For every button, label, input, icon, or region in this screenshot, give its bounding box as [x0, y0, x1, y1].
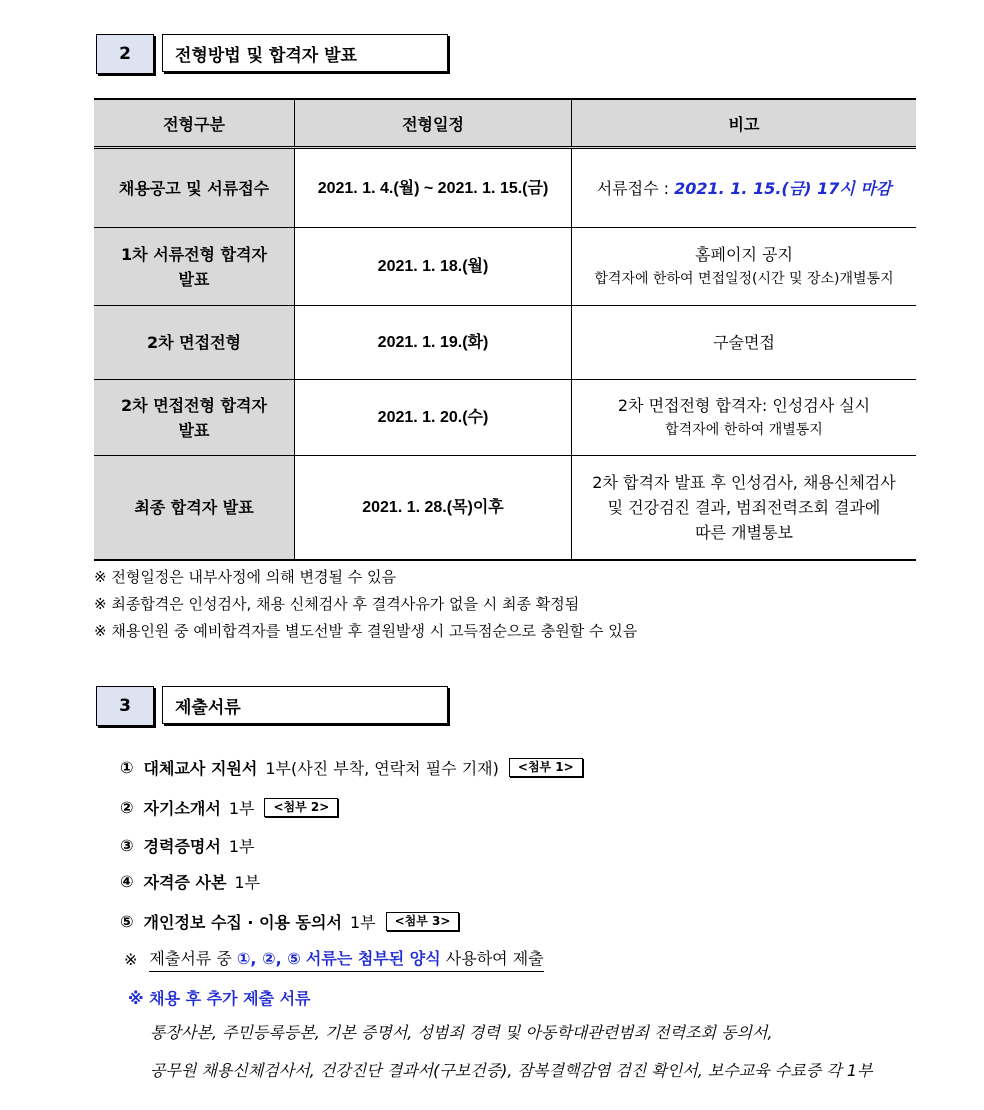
item-mark: ⑤: [120, 912, 134, 931]
note-line: 2차 합격자 발표 후 인성검사, 채용신체검사: [592, 472, 896, 492]
date-cell: 2021. 1. 19.(화): [295, 306, 572, 380]
document-item: [120, 870, 260, 893]
table-row: [94, 228, 916, 306]
header-stage: 전형구분: [94, 99, 295, 148]
note-cell: [572, 380, 917, 456]
note-cell: 구술면접: [572, 306, 917, 380]
item-name: 경력증명서: [143, 837, 221, 856]
item-qty: 1부(사진 부착, 연락처 필수 기재): [265, 759, 499, 778]
submit-note-text: [149, 946, 543, 972]
stage-cell: 2차 면접전형: [94, 306, 295, 380]
attachment-tag: <첨부 3>: [386, 912, 460, 931]
note-line: 합격자에 한하여 면접일정(시간 및 장소)개별통지: [594, 270, 894, 287]
stage-cell: 채용공고 및 서류접수: [94, 148, 295, 228]
note-prefix: 서류접수 :: [596, 178, 675, 198]
item-qty: 1부: [228, 799, 255, 818]
document-item: [120, 910, 459, 933]
schedule-note: ※ 전형일정은 내부사정에 의해 변경될 수 있음: [94, 568, 396, 586]
submit-note: [124, 946, 544, 972]
stage-line: 2차 면접전형 합격자: [121, 395, 267, 415]
table-row: [94, 380, 916, 456]
schedule-note: ※ 최종합격은 인성검사, 채용 신체검사 후 결격사유가 없을 시 최종 확정됨: [94, 595, 580, 613]
item-qty: 1부: [228, 837, 255, 856]
section-3-title: 제출서류: [162, 686, 448, 724]
note-cell: [572, 456, 917, 560]
section-2-title: 전형방법 및 합격자 발표: [162, 34, 448, 72]
note-cell: [572, 148, 917, 228]
item-qty: 1부: [349, 913, 376, 932]
deadline-highlight: 2021. 1. 15.(금) 17시 마감: [674, 178, 892, 198]
document-item: [120, 796, 338, 819]
note-line: 2차 면접전형 합격자: 인성검사 실시: [617, 395, 871, 415]
section-2-number: 2: [96, 34, 154, 74]
stage-cell: [94, 380, 295, 456]
note-cell: [572, 228, 917, 306]
header-date: 전형일정: [295, 99, 572, 148]
item-qty: 1부: [234, 873, 261, 892]
attachment-tag: <첨부 2>: [264, 798, 338, 817]
header-note: 비고: [572, 99, 917, 148]
date-cell: 2021. 1. 4.(월) ~ 2021. 1. 15.(금): [295, 148, 572, 228]
submit-note-mark: ※: [124, 949, 138, 969]
submit-note-post: 사용하여 제출: [445, 949, 544, 968]
stage-cell: [94, 228, 295, 306]
document-item: [120, 756, 583, 779]
additional-line: 통장사본, 주민등록등본, 기본 증명서, 성범죄 경력 및 아동학대관련범죄 전력조회 동의서,: [150, 1023, 773, 1042]
attachment-tag: <첨부 1>: [509, 758, 583, 777]
item-name: 대체교사 지원서: [143, 759, 258, 778]
item-name: 개인정보 수집 · 이용 동의서: [143, 913, 342, 932]
date-cell: 2021. 1. 20.(수): [295, 380, 572, 456]
note-line: 및 건강검진 결과, 범죄전력조회 결과에: [607, 497, 881, 517]
stage-line: 발표: [178, 269, 210, 289]
table-row: [94, 456, 916, 560]
date-cell: 2021. 1. 28.(목)이후: [295, 456, 572, 560]
item-mark: ①: [120, 758, 134, 777]
stage-line: 1차 서류전형 합격자: [121, 244, 267, 264]
schedule-note: ※ 채용인원 중 예비합격자를 별도선발 후 결원발생 시 고득점순으로 충원할 수 있음: [94, 622, 638, 640]
document-item: [120, 834, 254, 857]
table-row: [94, 306, 916, 380]
note-line: 홈페이지 공지: [695, 244, 793, 264]
additional-line: 공무원 채용신체검사서, 건강진단 결과서(구보건증), 잠복결핵감염 검진 확인서, 보수교육 수료증 각 1부: [150, 1061, 873, 1080]
item-name: 자격증 사본: [143, 873, 227, 892]
stage-cell: 최종 합격자 발표: [94, 456, 295, 560]
additional-title: ※ 채용 후 추가 제출 서류: [128, 989, 311, 1008]
date-cell: 2021. 1. 18.(월): [295, 228, 572, 306]
schedule-table: [94, 98, 916, 561]
submit-note-items: ①, ②, ⑤: [236, 949, 301, 968]
table-row: [94, 148, 916, 228]
item-mark: ④: [120, 872, 134, 891]
table-header-row: [94, 99, 916, 148]
item-name: 자기소개서: [143, 799, 221, 818]
note-line: 따른 개별통보: [695, 522, 793, 542]
submit-note-pre: 제출서류 중: [149, 949, 232, 968]
section-3-number: 3: [96, 686, 154, 726]
note-line: 합격자에 한하여 개별통지: [665, 421, 823, 438]
stage-line: 발표: [178, 420, 210, 440]
submit-note-form: 서류는 첨부된 양식: [305, 949, 441, 968]
item-mark: ③: [120, 836, 134, 855]
item-mark: ②: [120, 798, 134, 817]
